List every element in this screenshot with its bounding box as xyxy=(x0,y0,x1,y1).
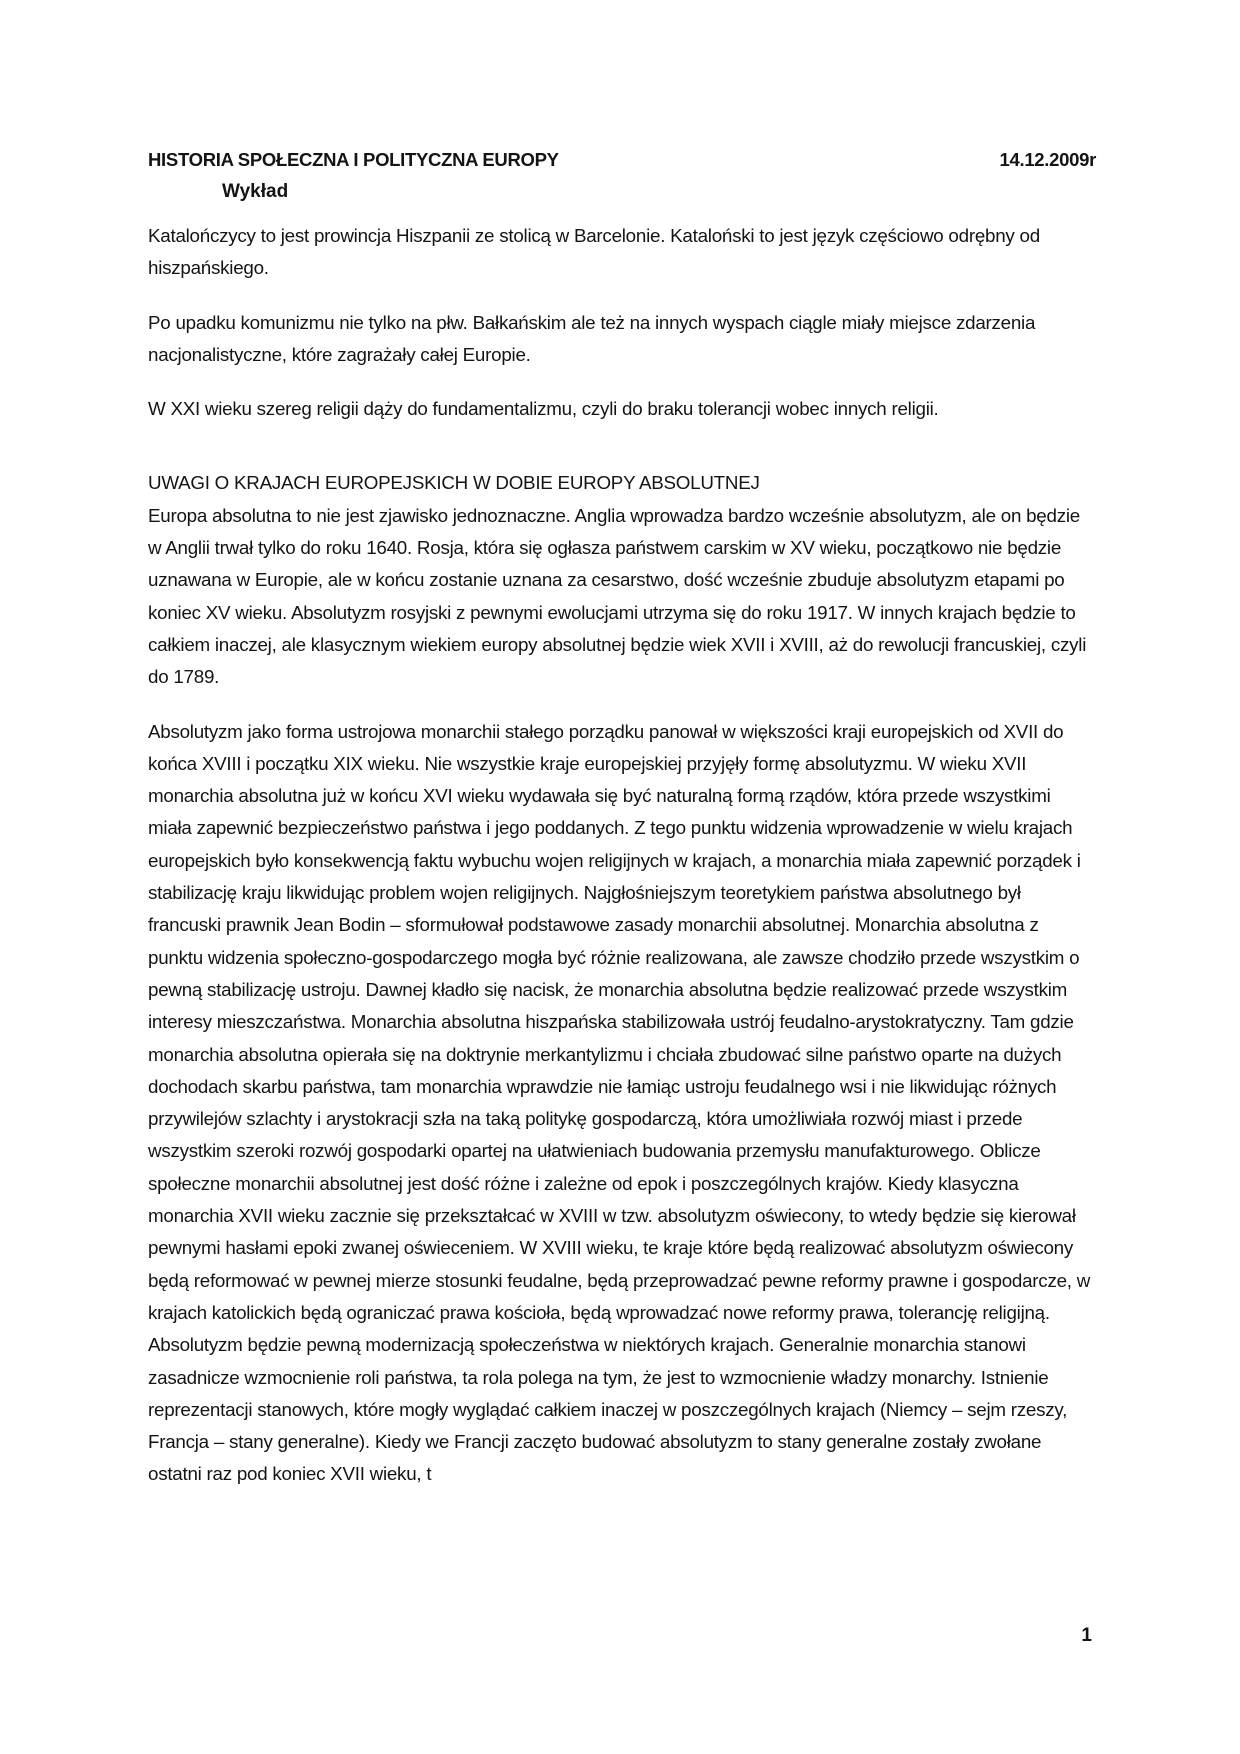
page-number: 1 xyxy=(1081,1625,1092,1646)
document-header xyxy=(148,146,1096,174)
document-date: 14.12.2009r xyxy=(999,149,1096,170)
section-paragraph-1: Europa absolutna to nie jest zjawisko jednoznaczne. Anglia wprowadza bardzo wcześnie absolutyzm, ale on będzie w Anglii trwał tylko do roku 1640. Rosja, która się ogłasza państwem carskim w XV wieku, początkowo nie będzie uznawana w Europie, ale w końcu zostanie uznana za cesarstwo, dość wcześnie zbuduje absolutyzm etapami po koniec XV wieku. Absolutyzm rosyjski z pewnymi ewolucjami utrzyma się do roku 1917. W innych krajach będzie to całkiem inaczej, ale klasycznym wiekiem europy absolutnej będzie wiek XVII i XVIII, aż do rewolucji francuskiej, czyli do 1789. xyxy=(148,504,1087,688)
section-paragraph-2: Absolutyzm jako forma ustrojowa monarchii stałego porządku panował w większości kraji europejskich od XVII do końca XVIII i początku XIX wieku. Nie wszystkie kraje europejskiej przyjęły formę absolutyzmu. W wieku XVII monarchia absolutna już w końcu XVI wieku wydawała się być naturalną formą rządów, która przede wszystkimi miała zapewnić bezpieczeństwo państwa i jego poddanych. Z tego punktu widzenia wprowadzenie w wielu krajach europejskich było konsekwencją faktu wybuchu wojen religijnych w krajach, a monarchia miała zapewnić porządek i stabilizację kraju likwidując problem wojen religijnych. Najgłośniejszym teoretykiem państwa absolutnego był francuski prawnik Jean Bodin – sformułował podstawowe zasady monarchii absolutnej. Monarchia absolutna z punktu widzenia społeczno-gospodarczego mogła być różnie realizowana, ale zawsze chodziło przede wszystkim o pewną stabilizację ustroju. Dawnej kładło się nacisk, że monarchia absolutna będzie realizować przede wszystkim interesy mieszczaństwa. Monarchia absolutna hiszpańska stabilizowała ustrój feudalno-arystokratyczny. Tam gdzie monarchia absolutna opierała się na doktrynie merkantylizmu i chciała zbudować silne państwo oparte na dużych dochodach skarbu państwa, tam monarchia wprawdzie nie łamiąc ustroju feudalnego wsi i nie likwidując różnych przywilejów szlachty i arystokracji szła na taką politykę gospodarczą, która umożliwiała rozwój miast i przede wszystkim szeroki rozwój gospodarki opartej na ułatwieniach budowania przemysłu manufakturowego. Oblicze społeczne monarchii absolutnej jest dość różne i zależne od epok i poszczególnych krajów. Kiedy klasyczna monarchia XVII wieku zacznie się przekształcać w XVIII w tzw. absolutyzm oświecony, to wtedy będzie się kierował pewnymi hasłami epoki zwanej oświeceniem. W XVIII wieku, te kraje które będą realizować absolutyzm oświecony będą reformować w pewnej mierze stosunki feudalne, będą przeprowadzać pewne reformy prawne i gospodarcze, w krajach katolickich będą ograniczać prawa kościoła, będą wprowadzać nowe reformy prawa, tolerancję religijną. Absolutyzm będzie pewną modernizacją społeczeństwa w niektórych krajach. Generalnie monarchia stanowi zasadnicze wzmocnienie roli państwa, ta rola polega na tym, że jest to wzmocnienie władzy monarchy. Istnienie reprezentacji stanowych, które mogły wyglądać całkiem inaczej w poszczególnych krajach (Niemcy – sejm rzeszy, Francja – stany generalne). Kiedy we Francji zaczęto budować absolutyzm to stany generalne zostały zwołane ostatni raz pod koniec XVII wieku, t xyxy=(148,720,1091,1485)
document-title: HISTORIA SPOŁECZNA I POLITYCZNA EUROPY xyxy=(148,149,559,170)
document-subtitle: Wykład xyxy=(222,181,289,202)
document-page xyxy=(148,146,1096,1491)
section-heading: UWAGI O KRAJACH EUROPEJSKICH W DOBIE EUROPY ABSOLUTNEJ xyxy=(148,472,760,494)
intro-paragraph-3: W XXI wieku szereg religii dąży do fundamentalizmu, czyli do braku tolerancji wobec innych religii. xyxy=(148,398,939,420)
intro-paragraph-1: Katalończycy to jest prowincja Hiszpanii ze stolicą w Barcelonie. Kataloński to jest język częściowo odrębny od hiszpańskiego. xyxy=(148,225,1040,279)
intro-paragraph-2: Po upadku komunizmu nie tylko na płw. Bałkańskim ale też na innych wyspach ciągle miały miejsce zdarzenia nacjonalistyczne, które zagrażały całej Europie. xyxy=(148,311,1036,365)
